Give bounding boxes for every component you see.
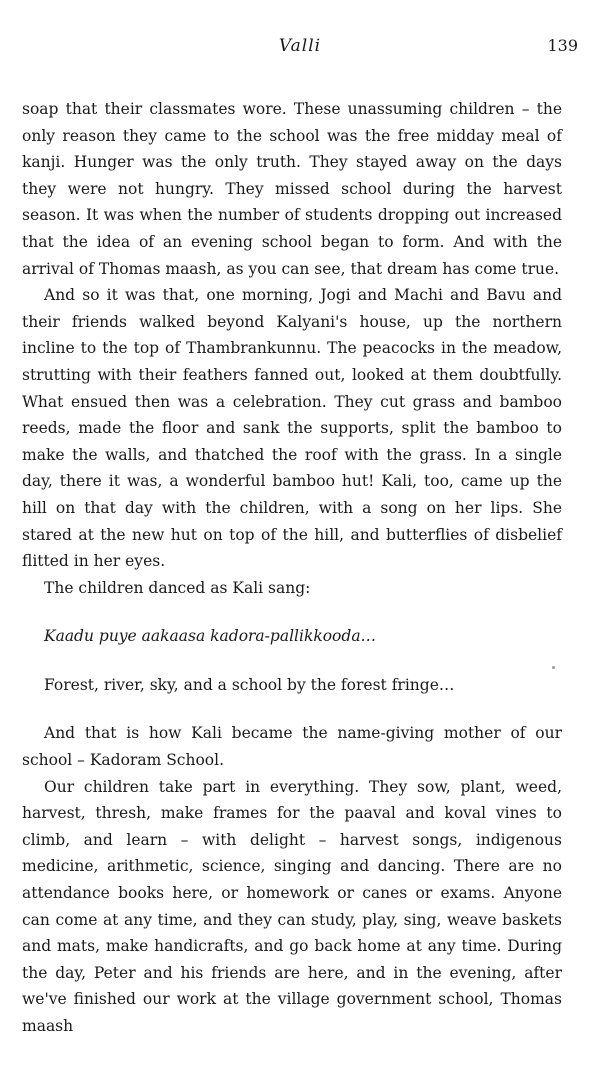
paragraph-hut-building: And so it was that, one morning, Jogi and Machi and Bavu and their friends walked beyond Kalyani's house, up the northern incline to the top of Thambrankunnu. The peacocks in the meadow, strutting with their feathers fanned out, looked at them doubtfully. What ensued then was a celebration. They cut grass and bamboo reeds, made the floor and sank the supports, split the bamboo to make the walls, and thatched the roof with the grass. In a single day, there it was, a wonderful bamboo hut! Kali, too, came up the hill on that day with the children, with a song on her lips. She stared at the new hut on top of the hill, and butterflies of disbelief flitted in her eyes. [22,286,562,571]
running-head [0,36,600,60]
body-text [22,96,562,1040]
ink-speck [552,666,555,669]
paragraph-continued: soap that their classmates wore. These unassuming children – the only reason they came to the school was the free midday meal of kanji. Hunger was the only truth. They stayed away on the days they were not hungry. They missed school during the harvest season. It was when the number of students dropping out increased that the idea of an evening school began to form. And with the arrival of Thomas maash, as you can see, that dream has come true. [22,100,562,278]
chapter-title: Valli [278,36,322,56]
page-number: 139 [547,36,578,55]
song-verse: Kaadu puye aakaasa kadora-pallikkooda… [44,627,377,646]
paragraph-school-name: And that is how Kali became the name-giving mother of our school – Kadoram School. [22,724,562,770]
paragraph-activities: Our children take part in everything. They sow, plant, weed, harvest, thresh, make frames for the paaval and koval vines to climb, and learn – with delight – harvest songs, indigenous medicine, arithmetic, science, singing and dancing. There are no attendance books here, or homework or canes or exams. Anyone can come at any time, and they can study, play, sing, weave baskets and mats, make handicrafts, and go back home at any time. During the day, Peter and his friends are here, and in the evening, after we've finished our work at the village government school, Thomas maash [22,777,562,1035]
paragraph-song-intro: The children danced as Kali sang: [44,578,311,597]
song-translation: Forest, river, sky, and a school by the forest fringe… [44,675,455,694]
